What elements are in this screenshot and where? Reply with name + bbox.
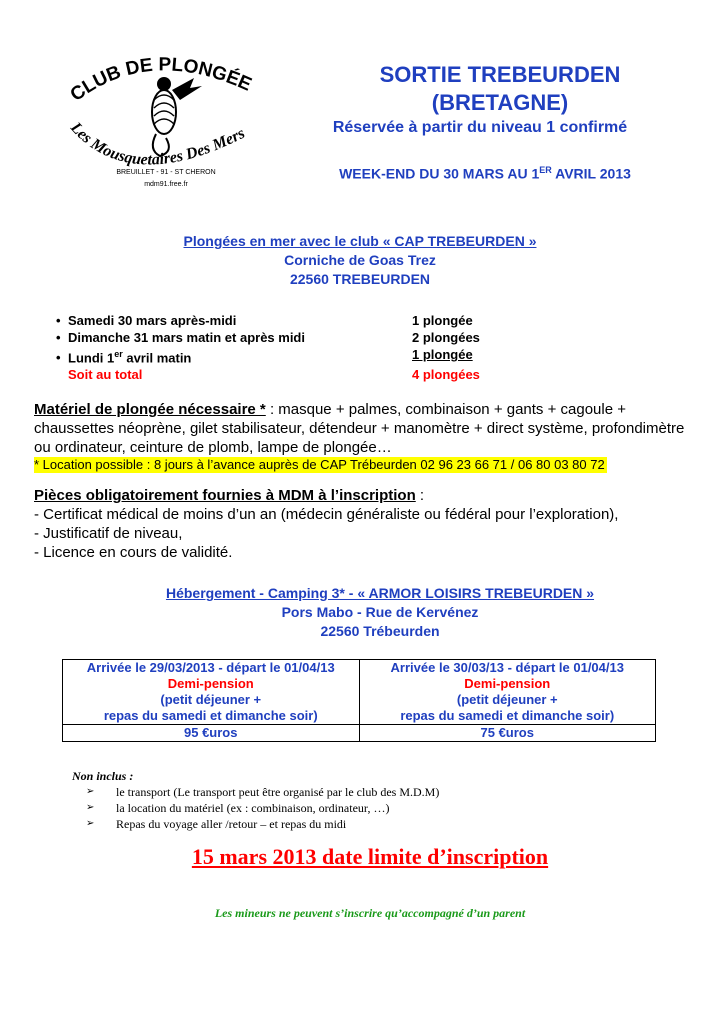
non-inclus-heading: Non inclus : (72, 769, 134, 783)
table-cell (63, 660, 360, 725)
list-item: - Certificat médical de moins d’un an (médecin généraliste ou fédéral pour l’exploration), (34, 506, 619, 523)
weekend-dates (300, 165, 670, 182)
non-inclus-text: la location du matériel (ex : combinaison, ordinateur, …) (116, 801, 390, 815)
location-note: * Location possible : 8 jours à l’avance auprès de CAP Trébeurden 02 96 23 66 71 / 06 80 03 80 72 (34, 457, 605, 472)
tarif-detail-2: repas du samedi et dimanche soir) (400, 708, 615, 723)
logo-website: mdm91.free.fr (144, 181, 188, 188)
arrow-bullet-icon: ➢ (86, 802, 95, 813)
pieces-heading: Pièces obligatoirement fournies à MDM à l’inscription (34, 487, 416, 504)
dive-count: 2 plongées (412, 330, 480, 345)
tarif-price: 95 €uros (63, 725, 360, 742)
dive-label-sup: er (114, 349, 123, 359)
list-item (72, 784, 572, 800)
non-inclus-text: le transport (Le transport peut être organisé par le club des M.D.M) (116, 785, 440, 799)
bullet-icon: • (56, 350, 61, 366)
arrow-bullet-icon: ➢ (86, 786, 95, 797)
logo-address: BREUILLET - 91 - ST CHERON (116, 169, 216, 176)
weekend-sup: ER (539, 165, 552, 175)
title-line-1: SORTIE TREBEURDEN (379, 62, 621, 87)
deadline: 15 mars 2013 date limite d’inscription (191, 844, 549, 869)
table-row (63, 725, 656, 742)
weekend-suffix: AVRIL 2013 (551, 165, 631, 182)
minors-note: Les mineurs ne peuvent s’inscrire qu’accompagné d’un parent (214, 906, 526, 920)
hebergement-line-2: Pors Mabo - Rue de Kervénez (281, 604, 479, 620)
hebergement-block (80, 584, 680, 641)
dives-total-row (56, 366, 536, 383)
non-inclus-text: Repas du voyage aller /retour – et repas du midi (116, 817, 347, 831)
tarif-price: 75 €uros (359, 725, 656, 742)
material-section (34, 400, 704, 457)
arrow-bullet-icon: ➢ (86, 818, 95, 829)
bullet-icon: • (56, 313, 61, 328)
total-label: Soit au total (68, 367, 143, 383)
tarifs-table (62, 659, 656, 742)
dive-count: 1 plongée (412, 313, 473, 328)
list-item (56, 329, 536, 346)
list-item (56, 346, 536, 366)
tarif-formule: Demi-pension (464, 676, 551, 691)
tarif-formule: Demi-pension (167, 676, 254, 691)
hebergement-line-1: Hébergement - Camping 3* - « ARMOR LOISIRS TREBEURDEN » (165, 585, 595, 601)
tarif-detail-1: (petit déjeuner + (456, 692, 558, 707)
club-block (100, 232, 620, 289)
club-logo (62, 50, 267, 195)
logo-arc-top: CLUB DE PLONGÉE (66, 54, 255, 106)
logo-arc-bottom: Les Mousquetaires Des Mers (67, 119, 248, 169)
pieces-section (34, 486, 724, 562)
list-item: - Licence en cours de validité. (34, 544, 233, 561)
dive-label: Dimanche 31 mars matin et après midi (68, 330, 305, 345)
club-line-3: 22560 TREBEURDEN (289, 271, 431, 287)
dive-label-prefix: Lundi 1 (68, 350, 115, 366)
list-item (56, 312, 536, 329)
hebergement-line-3: 22560 Trébeurden (320, 623, 440, 639)
table-cell (359, 660, 656, 725)
dives-list (56, 312, 536, 383)
list-item (72, 800, 572, 816)
title-line-2: (BRETAGNE) (431, 90, 569, 115)
material-text: : masque + palmes, combinaison + gants + cagoule + chaussettes néoprène, gilet stabilisateur, détendeur + manomètre + direct système, profondimètre ou ordinateur, ceinture de plomb, lampe de plongée… (34, 401, 685, 456)
tarif-detail-2: repas du samedi et dimanche soir) (103, 708, 318, 723)
club-line-2: Corniche de Goas Trez (284, 252, 436, 268)
tarif-dates: Arrivée le 29/03/2013 - départ le 01/04/13 (86, 660, 335, 675)
tarif-detail-1: (petit déjeuner + (160, 692, 262, 707)
list-item: - Justificatif de niveau, (34, 525, 183, 542)
bullet-icon: • (56, 330, 61, 345)
weekend-prefix: WEEK-END DU 30 MARS AU 1 (339, 165, 540, 182)
pieces-colon: : (415, 487, 425, 504)
total-count: 4 plongées (412, 367, 480, 383)
club-line-1: Plongées en mer avec le club « CAP TREBEURDEN » (183, 233, 537, 249)
material-heading: Matériel de plongée nécessaire * (34, 401, 266, 418)
dive-label-suffix: avril matin (122, 350, 192, 366)
non-inclus-section (72, 768, 572, 832)
table-row (63, 660, 656, 725)
dive-label: Samedi 30 mars après-midi (68, 313, 237, 328)
tarif-dates: Arrivée le 30/03/13 - départ le 01/04/13 (390, 660, 624, 675)
list-item (72, 816, 572, 832)
dive-count: 1 plongée (412, 347, 473, 362)
subtitle: Réservée à partir du niveau 1 confirmé (332, 119, 628, 136)
